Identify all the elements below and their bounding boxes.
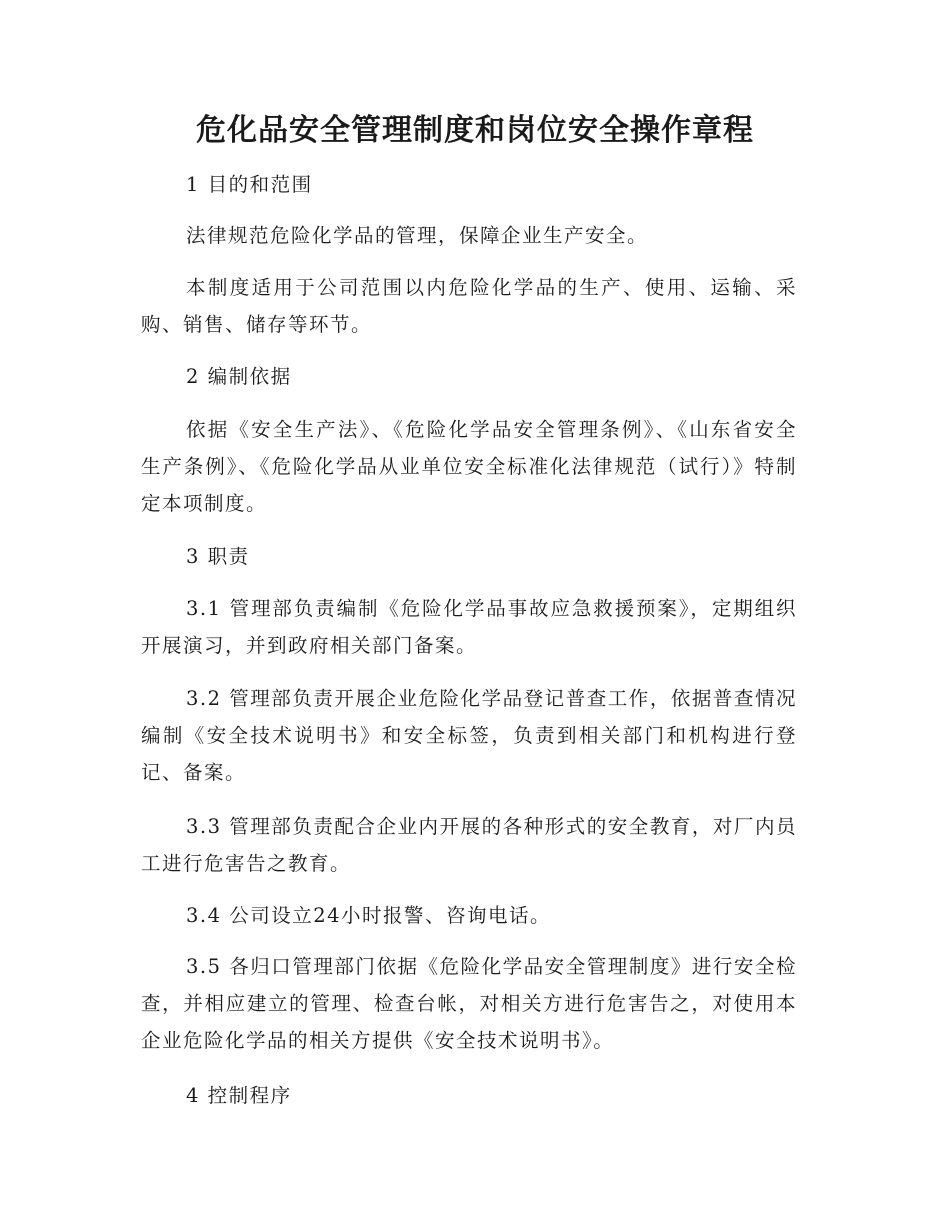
section-heading-2: 2 编制依据 — [186, 365, 292, 388]
paragraph-3-2: 3.2 管理部负责开展企业危险化学品登记普查工作，依据普查情况编制《安全技术说明书》和安全标签，负责到相关部门和机构进行登记、备案。 — [141, 687, 797, 784]
paragraph-3-1: 3.1 管理部负责编制《危险化学品事故应急救援预案》，定期组织开展演习，并到政府相关部门备案。 — [141, 597, 797, 657]
section-heading-1: 1 目的和范围 — [186, 173, 313, 196]
section-heading-3: 3 职责 — [186, 545, 250, 568]
document-title: 危化品安全管理制度和岗位安全操作章程 — [196, 113, 754, 148]
paragraph-scope: 本制度适用于公司范围以内危险化学品的生产、使用、运输、采购、销售、储存等环节。 — [141, 276, 797, 336]
paragraph-purpose: 法律规范危险化学品的管理，保障企业生产安全。 — [186, 224, 649, 247]
paragraph-3-3: 3.3 管理部负责配合企业内开展的各种形式的安全教育，对厂内员工进行危害告之教育。 — [141, 815, 797, 875]
paragraph-3-4: 3.4 公司设立24小时报警、咨询电话。 — [186, 904, 552, 927]
paragraph-basis: 依据《安全生产法》、《危险化学品安全管理条例》、《山东省安全生产条例》、《危险化学品从业单位安全标准化法律规范（试行）》特制定本项制度。 — [141, 418, 797, 515]
paragraph-3-5: 3.5 各归口管理部门依据《危险化学品安全管理制度》进行安全检查，并相应建立的管理、检查台帐，对相关方进行危害告之，对使用本企业危险化学品的相关方提供《安全技术说明书》。 — [141, 955, 797, 1052]
section-heading-4: 4 控制程序 — [186, 1084, 292, 1107]
